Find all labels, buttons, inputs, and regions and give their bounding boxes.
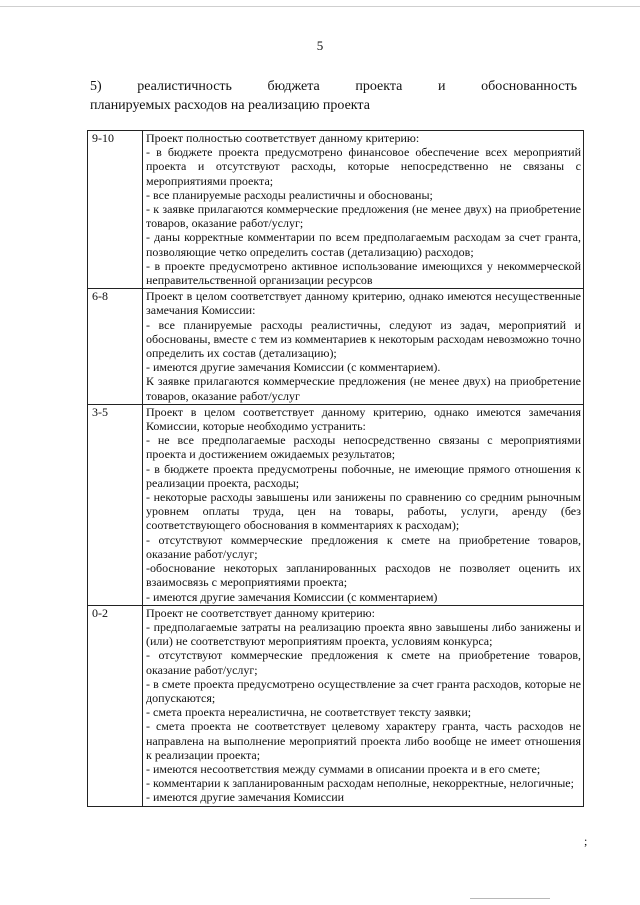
description-cell: [143, 131, 584, 289]
description-line: - имеются несоответствия между суммами в описании проекта и в его смете;: [146, 761, 541, 776]
description-line: - имеются другие замечания Комиссии (с комментарием).: [146, 360, 441, 375]
section-heading: [90, 77, 577, 115]
description-line: Проект в целом соответствует данному критерию, однако имеются замечания Комиссии, которые необходимо устранить:: [146, 404, 581, 434]
criteria-table-body: [88, 131, 584, 807]
description-line: - отсутствуют коммерческие предложения к смете на приобретение товаров, оказание работ/услуг;: [146, 648, 581, 677]
heading-word: 5): [90, 79, 102, 94]
page-number: 5: [316, 38, 324, 53]
score-cell: 9-10: [88, 131, 143, 289]
score-cell: 0-2: [88, 605, 143, 806]
top-rule: [0, 6, 640, 7]
heading-line-1: [90, 77, 577, 96]
description-cell: [143, 605, 584, 806]
description-line: Проект полностью соответствует данному критерию:: [146, 131, 420, 145]
description-line: - смета проекта нереалистична, не соответствует тексту заявки;: [146, 705, 472, 720]
criteria-row: [88, 605, 584, 806]
criteria-row: [88, 289, 584, 405]
description-line: К заявке прилагаются коммерческие предложения (не менее двух) на приобретение товаров, оказание работ/услуг: [146, 374, 581, 403]
heading-word: реалистичность: [137, 79, 232, 94]
description-line: - в бюджете проекта предусмотрены побочные, не имеющие прямого отношения к реализации проекта, расходы;: [146, 461, 581, 490]
description-line: - в проекте предусмотрено активное использование имеющихся у некоммерческой неправительственной организации ресурсов: [146, 258, 581, 288]
bottom-rule: [470, 898, 550, 899]
heading-line-2: планируемых расходов на реализацию проекта: [90, 98, 370, 113]
description-line: Проект не соответствует данному критерию:: [146, 605, 375, 620]
description-line: - даны корректные комментарии по всем предполагаемым расходам за счет гранта, позволяющие четко определить состав (детализацию) расходов;: [146, 230, 581, 259]
score-cell: 3-5: [88, 404, 143, 605]
heading-word: проекта: [355, 79, 403, 94]
trailing-mark: ;: [584, 834, 588, 848]
heading-word: и: [438, 79, 446, 94]
description-line: - в бюджете проекта предусмотрено финансовое обеспечение всех мероприятий проекта и отсутствуют расходы, которые непосредственно не связаны с мероприятиями проекта;: [146, 145, 581, 188]
heading-word: обоснованность: [481, 79, 577, 94]
description-line: - смета проекта не соответствует целевому характеру гранта, часть расходов не направлена на выполнение мероприятий проекта либо вообще не имеет отношения к реализации проекта;: [146, 719, 581, 762]
description-line: - все планируемые расходы реалистичны и обоснованы;: [146, 187, 433, 202]
description-cell: [143, 404, 584, 605]
description-line: - все планируемые расходы реалистичны, следуют из задач, мероприятий и обоснованы, вместе с тем из комментариев к некоторым расходам невозможно точно определить их состав (детализацию);: [146, 317, 581, 361]
description-line: - имеются другие замечания Комиссии: [146, 790, 345, 805]
score-cell: 6-8: [88, 289, 143, 405]
description-line: Проект в целом соответствует данному критерию, однако имеются несущественные замечания Комиссии:: [146, 289, 581, 318]
description-line: - предполагаемые затраты на реализацию проекта явно завышены либо занижены и (или) не соответствуют мероприятиям проекта, условиям конкурса;: [146, 619, 581, 649]
description-line: - имеются другие замечания Комиссии (с комментарием): [146, 589, 438, 604]
description-line: - некоторые расходы завышены или занижены по сравнению со средним рыночным уровнем оплаты труда, цен на товары, работы, услуги, аренду (без соответствующего обоснования в комментариях к расходам);: [146, 490, 581, 533]
description-line: - комментарии к запланированным расходам неполные, некорректные, нелогичные;: [146, 776, 574, 791]
criteria-row: [88, 131, 584, 289]
description-line: - в смете проекта предусмотрено осуществление за счет гранта расходов, которые не допускаются;: [146, 676, 581, 705]
description-cell: [143, 289, 584, 405]
description-line: -обоснование некоторых запланированных расходов не позволяет оценить их взаимосвязь с мероприятиями проекта;: [146, 561, 581, 590]
description-line: - отсутствуют коммерческие предложения к смете на приобретение товаров, оказание работ/услуг;: [146, 532, 581, 561]
description-line: - не все предполагаемые расходы непосредственно связаны с мероприятиями проекта и достижением ожидаемых результатов;: [146, 433, 581, 462]
criteria-table: [87, 130, 584, 807]
heading-word: бюджета: [267, 79, 320, 94]
description-line: - к заявке прилагаются коммерческие предложения (не менее двух) на приобретение товаров, оказание работ/услуг;: [146, 202, 581, 231]
criteria-row: [88, 404, 584, 605]
